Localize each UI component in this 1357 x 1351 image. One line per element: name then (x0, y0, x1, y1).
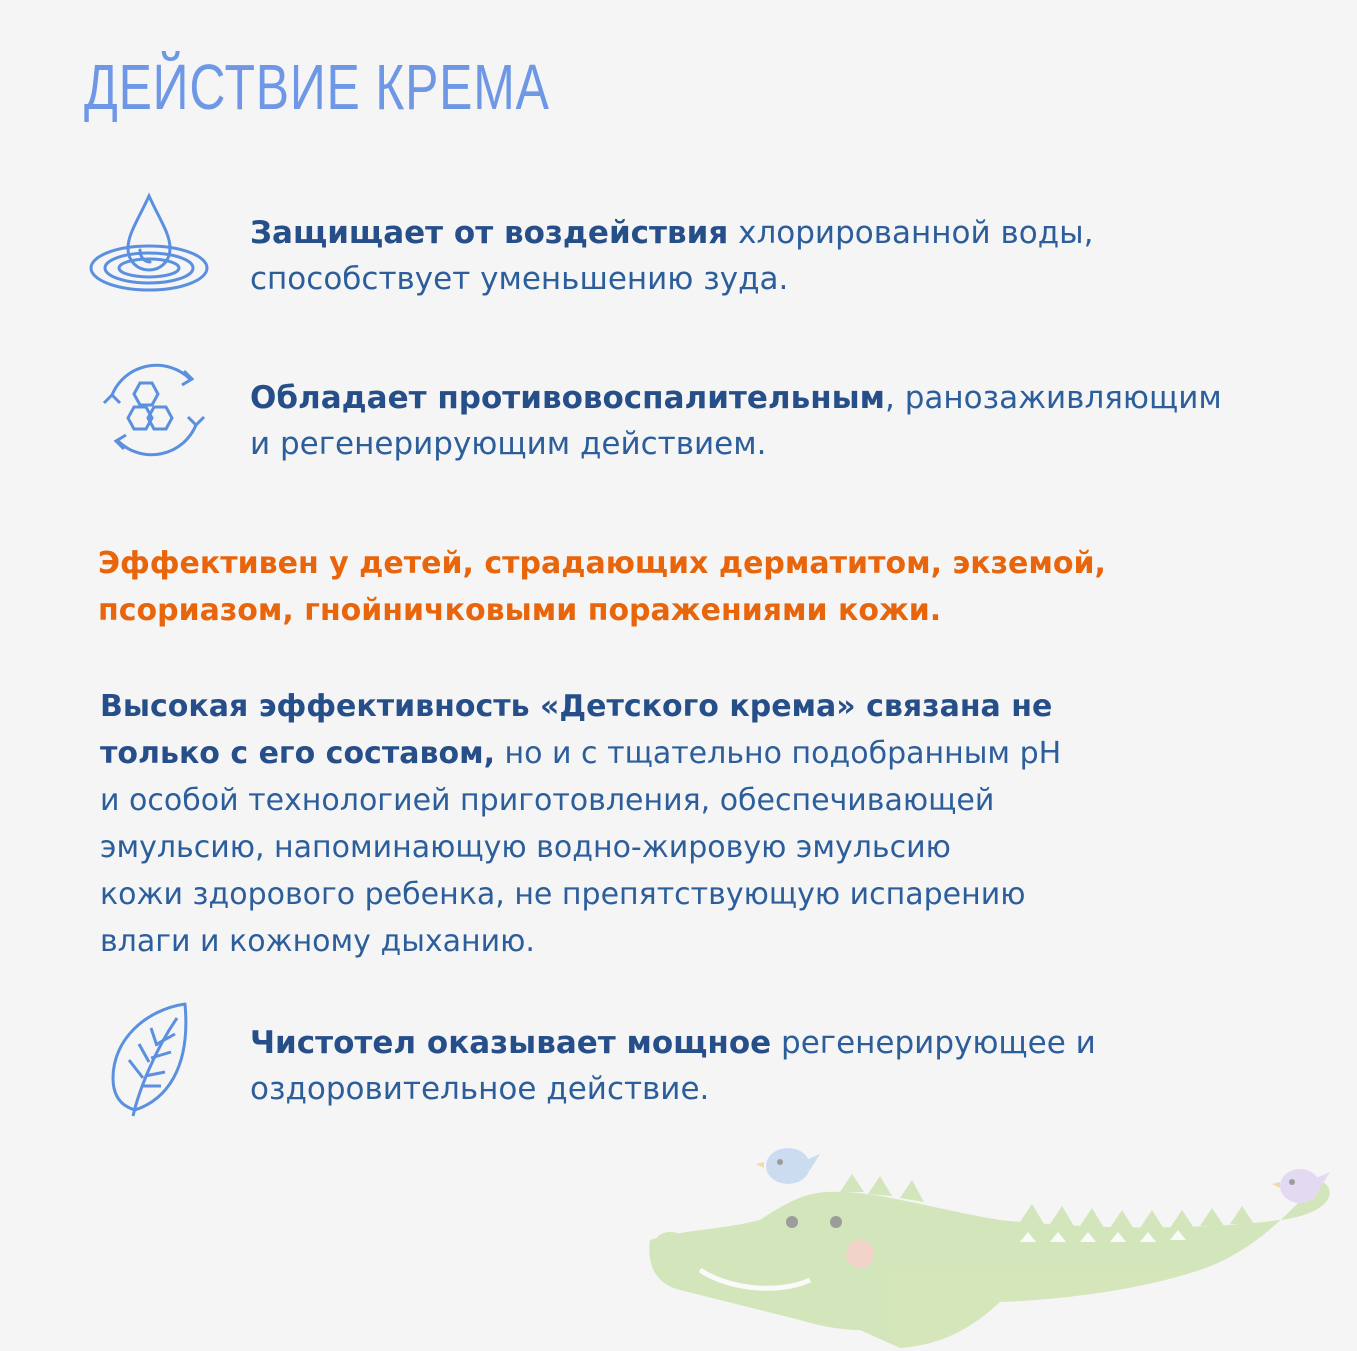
highlight-line2: псориазом, гнойничковыми поражениями кожи. (98, 593, 942, 628)
feature-text-molecule (250, 375, 1222, 467)
description-line3: и особой технологией приготовления, обеспечивающей (100, 783, 995, 818)
description-line6: влаги и кожному дыханию. (100, 924, 535, 959)
feature-text-water (250, 210, 1093, 302)
feature-bold: Обладает противовоспалительным (250, 380, 886, 416)
description-bold: только с его составом, (100, 736, 495, 771)
feature-bold: Чистотел оказывает мощное (250, 1025, 772, 1061)
highlight-text (98, 540, 1106, 634)
leaf-icon (105, 1000, 195, 1120)
description-line4: эмульсию, напоминающую водно-жировую эмульсию (100, 830, 951, 865)
page-title: ДЕЙСТВИЕ КРЕМА (84, 51, 550, 123)
feature-bold: Защищает от воздействия (250, 215, 729, 251)
description-paragraph (100, 683, 1061, 965)
crocodile-illustration (640, 1130, 1350, 1351)
description-line1: Высокая эффективность «Детского крема» связана не (100, 689, 1053, 724)
water-drop-icon (88, 190, 210, 300)
feature-line2: способствует уменьшению зуда. (250, 261, 789, 297)
description-line5: кожи здорового ребенка, не препятствующую испарению (100, 877, 1026, 912)
feature-rest: , ранозаживляющим (885, 380, 1222, 416)
feature-text-leaf (250, 1020, 1096, 1112)
description-rest: но и с тщательно подобранным pH (494, 736, 1062, 771)
feature-line2: и регенерирующим действием. (250, 426, 767, 462)
highlight-line1: Эффективен у детей, страдающих дерматитом, экземой, (98, 546, 1106, 581)
feature-line2: оздоровительное действие. (250, 1071, 710, 1107)
molecule-cycle-icon (92, 355, 216, 465)
feature-rest: хлорированной воды, (728, 215, 1094, 251)
feature-rest: регенерирующее и (771, 1025, 1096, 1061)
